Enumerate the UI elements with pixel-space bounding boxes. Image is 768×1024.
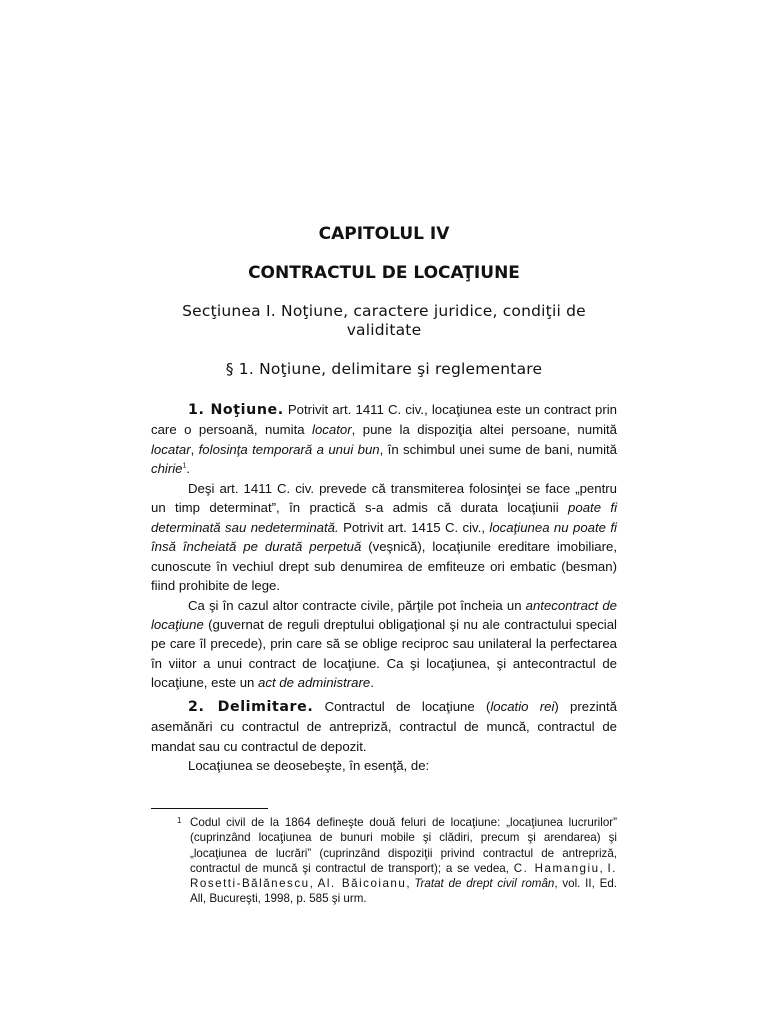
italic-run: Tratat de drept civil român xyxy=(414,877,555,891)
paragraph-durata xyxy=(151,479,617,596)
text-run: , pune la dispoziţia altei persoane, numită xyxy=(351,422,617,438)
paragraph-deosebire: Locaţiunea se deosebeşte, în esenţă, de: xyxy=(188,758,430,774)
text-run: . xyxy=(370,675,374,691)
text-run: Ca şi în cazul altor contracte civile, părţile pot încheia un xyxy=(188,597,526,613)
text-run: Deşi art. 1411 C. civ. prevede că transmiterea folosinţei se face „pentru un timp determinat”, în practică s-a admis că durata locaţiunii xyxy=(151,480,617,516)
paragraph-delimitare xyxy=(151,697,617,756)
footnote-mark: 1 xyxy=(177,816,182,825)
text-run: Potrivit art. 1411 C. civ., locaţiunea este un contract prin care o persoană, numita xyxy=(151,402,618,438)
text-run: , vol. II, Ed. All, Bucureşti, 1998, p. 585 şi urm. xyxy=(190,877,617,906)
text-run: Contractul de locaţiune ( xyxy=(313,698,491,714)
author-name: I. Rosetti-Bălănescu xyxy=(190,861,617,891)
italic-run: act de administrare xyxy=(258,675,371,691)
italic-run: antecontract de locaţiune xyxy=(151,597,617,632)
text-run: , xyxy=(190,441,199,457)
italic-run: folosinţa temporară a unui bun xyxy=(198,441,380,457)
text-run: Codul civil de la 1864 defineşte două feluri de locaţiune: „locaţiunea lucrurilor” (cuprinzând locaţiunea de bunuri mobile şi clădiri, precum şi arendarea) şi „locaţiunea de lucrări” (cuprinzând dispoziţii privind contractul de antrepriză, contractul de muncă şi contractul de transport); a se vedea, xyxy=(190,816,617,875)
footnote xyxy=(177,815,617,907)
paragraph-heading: § 1. Noţiune, delimitare şi reglementare xyxy=(225,360,543,378)
text-run: ) prezintă asemănări cu contractul de antrepriză, contractul de muncă, contractul de mandat sau cu contractul de depozit. xyxy=(151,698,617,754)
author-name: Al. Băicoianu xyxy=(317,877,407,891)
chapter-title: CONTRACTUL DE LOCAŢIUNE xyxy=(248,263,520,283)
text-run: (veşnică), locaţiunile ereditare imobiliare, cunoscute în vechiul drept sub denumirea de emfiteuze ori embatic (besman) fiind prohibite de lege. xyxy=(151,539,617,594)
text-run: , xyxy=(406,877,415,891)
text-run: (guvernat de reguli dreptului obligaţional şi nu ale contractului special pe care îl precede), prin care să se oblige reciproc sau unilateral la perfectarea în viitor a unui contract de locaţiune. Ca şi locaţiunea, şi antecontractul de locaţiune, este un xyxy=(151,616,617,691)
text-run: , xyxy=(599,861,608,875)
section-title: Secţiunea I. Noţiune, caractere juridice, condiţii de validitate xyxy=(182,302,586,339)
italic-run: locator xyxy=(312,422,352,438)
lead-delimitare: 2. Delimitare. xyxy=(188,698,314,715)
footnote-reference: 1 xyxy=(182,462,187,470)
lead-notiune: 1. Noţiune. xyxy=(188,402,284,418)
italic-run: locatar xyxy=(151,441,191,457)
text-run: , xyxy=(309,877,318,891)
text-run: , în schimbul unei sume de bani, numită xyxy=(379,441,617,457)
paragraph-antecontract xyxy=(151,596,617,693)
text-run: Potrivit art. 1415 C. civ., xyxy=(338,519,490,535)
italic-run: poate fi determinată sau nedeterminată. xyxy=(151,500,618,535)
body-text xyxy=(151,400,617,776)
italic-run: locaţiunea nu poate fi însă încheiată pe durată perpetuă xyxy=(151,519,617,555)
paragraph-notiune xyxy=(151,400,617,479)
chapter-label: CAPITOLUL IV xyxy=(318,224,450,244)
footnote-separator xyxy=(151,808,268,809)
author-name: C. Hamangiu xyxy=(513,861,600,875)
italic-run: chirie xyxy=(151,461,183,477)
italic-run: locatio rei xyxy=(490,698,555,714)
text-run: . xyxy=(186,461,191,477)
